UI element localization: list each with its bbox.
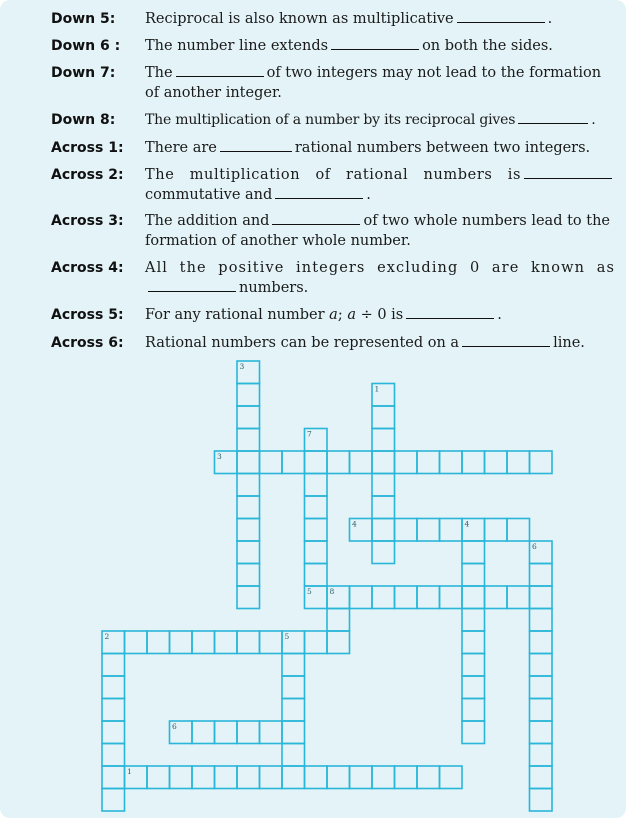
crossword-cell[interactable]: [395, 451, 418, 474]
crossword-cell[interactable]: [485, 586, 508, 609]
crossword-cell[interactable]: [440, 586, 463, 609]
crossword-cell[interactable]: [372, 474, 395, 497]
clue-fragment: ÷ 0 is: [355, 307, 404, 323]
clue-fragment: The: [145, 65, 173, 81]
crossword-cell[interactable]: [237, 519, 260, 542]
clue-number-label: 3: [217, 452, 222, 461]
crossword-cell[interactable]: [462, 721, 485, 744]
crossword-cell[interactable]: [530, 609, 553, 632]
clue-fragment: Reciprocal is also known as multiplicative: [145, 11, 454, 27]
crossword-cell[interactable]: [260, 721, 283, 744]
crossword-cell[interactable]: [485, 519, 508, 542]
crossword-cell[interactable]: [305, 451, 328, 474]
clue-label: Down 7:: [51, 65, 116, 81]
crossword-cell[interactable]: [327, 451, 350, 474]
clue-fragment: numbers.: [239, 280, 309, 296]
crossword-cell[interactable]: [530, 744, 553, 767]
clue-label: Across 3:: [51, 213, 124, 229]
crossword-cell[interactable]: [372, 451, 395, 474]
clue-number-label: 1: [127, 767, 132, 776]
crossword-cell[interactable]: [305, 766, 328, 789]
clue-number-label: 5: [284, 632, 290, 641]
crossword-cell[interactable]: [305, 496, 328, 519]
clue-number-label: 6: [172, 722, 177, 731]
clue-label: Across 6:: [51, 335, 124, 351]
crossword-cell[interactable]: [305, 541, 328, 564]
clue-fragment: .: [547, 11, 553, 27]
crossword-cell[interactable]: [170, 631, 193, 654]
crossword-cell[interactable]: [530, 699, 553, 722]
crossword-cell[interactable]: [260, 451, 283, 474]
crossword-cell[interactable]: [305, 474, 328, 497]
crossword-cell[interactable]: [350, 766, 373, 789]
clue-fragment: line.: [553, 335, 585, 351]
crossword-cell[interactable]: [102, 789, 125, 812]
crossword-cell[interactable]: [417, 766, 440, 789]
crossword-cell[interactable]: [170, 766, 193, 789]
crossword-cell[interactable]: [237, 429, 260, 452]
crossword-cell[interactable]: [102, 721, 125, 744]
crossword-cell[interactable]: [237, 406, 260, 429]
crossword-cell[interactable]: [462, 541, 485, 564]
crossword-cell[interactable]: [237, 451, 260, 474]
crossword-cell[interactable]: [147, 631, 170, 654]
crossword-cell[interactable]: [530, 721, 553, 744]
crossword-cell[interactable]: [530, 654, 553, 677]
crossword-cell[interactable]: [305, 564, 328, 587]
clue-fragment: on both the sides.: [422, 38, 553, 54]
crossword-cell[interactable]: [282, 744, 305, 767]
clue-fragment: The number line extends: [145, 38, 329, 54]
crossword-cell[interactable]: [507, 586, 530, 609]
crossword-cell[interactable]: [372, 586, 395, 609]
clue-number-label: 8: [329, 587, 335, 596]
crossword-cell[interactable]: [237, 496, 260, 519]
crossword-cell[interactable]: [440, 519, 463, 542]
crossword-cell[interactable]: [237, 564, 260, 587]
clue-fragment: of two integers may not lead to the formation of another integer.: [145, 65, 602, 101]
clue-number-label: 2: [104, 632, 110, 641]
crossword-cell[interactable]: [417, 519, 440, 542]
crossword-cell[interactable]: [372, 766, 395, 789]
clue-label: Across 1:: [51, 140, 124, 156]
clue-fragment: rational numbers between two integers.: [294, 140, 591, 156]
crossword-cell[interactable]: [462, 451, 485, 474]
crossword-cell[interactable]: [282, 451, 305, 474]
clue-fragment: .: [366, 187, 372, 203]
crossword-cell[interactable]: [507, 519, 530, 542]
crossword-cell[interactable]: [282, 699, 305, 722]
crossword-cell[interactable]: [462, 631, 485, 654]
crossword-cell[interactable]: [237, 631, 260, 654]
crossword-cell[interactable]: [237, 384, 260, 407]
crossword-cell[interactable]: [327, 609, 350, 632]
crossword-cell[interactable]: [462, 586, 485, 609]
crossword-cell[interactable]: [102, 654, 125, 677]
crossword-cell[interactable]: [237, 586, 260, 609]
crossword-cell[interactable]: [530, 564, 553, 587]
crossword-cell[interactable]: [215, 721, 238, 744]
clue-label: Across 5:: [51, 307, 124, 323]
crossword-cell[interactable]: [282, 721, 305, 744]
clue-fragment: of two whole numbers lead to the formation of another whole number.: [145, 213, 610, 249]
crossword-cell[interactable]: [305, 519, 328, 542]
crossword-cell[interactable]: [530, 631, 553, 654]
crossword-cell[interactable]: [305, 631, 328, 654]
clue-fragment: The addition and: [145, 213, 270, 229]
clue-label: Down 8:: [51, 112, 116, 128]
crossword-cell[interactable]: [260, 766, 283, 789]
crossword-cell[interactable]: [102, 766, 125, 789]
clue-number-label: 3: [239, 362, 245, 371]
crossword-cell[interactable]: [102, 744, 125, 767]
crossword-cell[interactable]: [462, 564, 485, 587]
clue-number-label: 4: [464, 519, 470, 529]
clue-fragment: There are: [145, 140, 217, 156]
crossword-cell[interactable]: [282, 654, 305, 677]
clue-number-label: 6: [532, 542, 537, 551]
crossword-cell[interactable]: [350, 586, 373, 609]
crossword-cell[interactable]: [215, 766, 238, 789]
crossword-cell[interactable]: [530, 676, 553, 699]
crossword-cell[interactable]: [485, 451, 508, 474]
crossword-cell[interactable]: [350, 451, 373, 474]
crossword-cell[interactable]: [372, 496, 395, 519]
clue-number-label: 7: [307, 429, 312, 439]
crossword-cell[interactable]: [440, 766, 463, 789]
clue-label: Across 2:: [51, 167, 124, 183]
clue-fragment: .: [497, 307, 502, 323]
crossword-cell[interactable]: [417, 586, 440, 609]
crossword-cell[interactable]: [440, 451, 463, 474]
clue-fragment: For any rational number: [145, 307, 325, 323]
crossword-cell[interactable]: [237, 766, 260, 789]
crossword-cell[interactable]: [530, 451, 553, 474]
crossword-cell[interactable]: [327, 631, 350, 654]
clue-number-label: 4: [352, 519, 357, 529]
crossword-cell[interactable]: [192, 631, 215, 654]
crossword-cell[interactable]: [507, 451, 530, 474]
crossword-cell[interactable]: [237, 474, 260, 497]
crossword-cell[interactable]: [372, 541, 395, 564]
clue-label: Down 5:: [51, 11, 116, 27]
clue-fragment: .: [591, 112, 596, 128]
clue-number-label: 5: [307, 587, 312, 596]
clue-number-label: 1: [374, 384, 380, 394]
crossword-cell[interactable]: [102, 676, 125, 699]
crossword-cell[interactable]: [147, 766, 170, 789]
crossword-cell[interactable]: [417, 451, 440, 474]
crossword-cell[interactable]: [530, 766, 553, 789]
crossword-cell[interactable]: [327, 766, 350, 789]
crossword-cell[interactable]: [462, 699, 485, 722]
clue-fragment: commutative and: [145, 187, 273, 203]
crossword-cell[interactable]: [462, 654, 485, 677]
crossword-cell[interactable]: [215, 631, 238, 654]
clue-fragment: The multiplication of a number by its reciprocal gives: [145, 112, 516, 128]
clue-fragment: ;: [337, 307, 348, 323]
variable-a: a: [329, 307, 338, 323]
clue-fragment: The multiplication of rational numbers is: [145, 167, 521, 183]
crossword-cell[interactable]: [237, 541, 260, 564]
crossword-cell[interactable]: [462, 676, 485, 699]
crossword-cell[interactable]: [192, 766, 215, 789]
crossword-cell[interactable]: [372, 519, 395, 542]
crossword-cell[interactable]: [125, 631, 148, 654]
crossword-cell[interactable]: [260, 631, 283, 654]
crossword-cell[interactable]: [395, 519, 418, 542]
crossword-cell[interactable]: [395, 586, 418, 609]
crossword-cell[interactable]: [462, 609, 485, 632]
clue-label: Down 6 :: [51, 38, 121, 54]
crossword-cell[interactable]: [192, 721, 215, 744]
crossword-cell[interactable]: [530, 789, 553, 812]
crossword-cell[interactable]: [372, 406, 395, 429]
crossword-cell[interactable]: [372, 429, 395, 452]
clue-label: Across 4:: [51, 260, 124, 276]
crossword-cell[interactable]: [237, 721, 260, 744]
crossword-cell[interactable]: [282, 676, 305, 699]
clue-fragment: Rational numbers can be represented on a: [145, 335, 460, 351]
crossword-cell[interactable]: [395, 766, 418, 789]
crossword-cell[interactable]: [282, 766, 305, 789]
crossword-cell[interactable]: [102, 699, 125, 722]
clue-fragment: All the positive integers excluding 0 are known as: [145, 260, 615, 276]
crossword-cell[interactable]: [530, 586, 553, 609]
variable-a: a: [347, 307, 356, 323]
